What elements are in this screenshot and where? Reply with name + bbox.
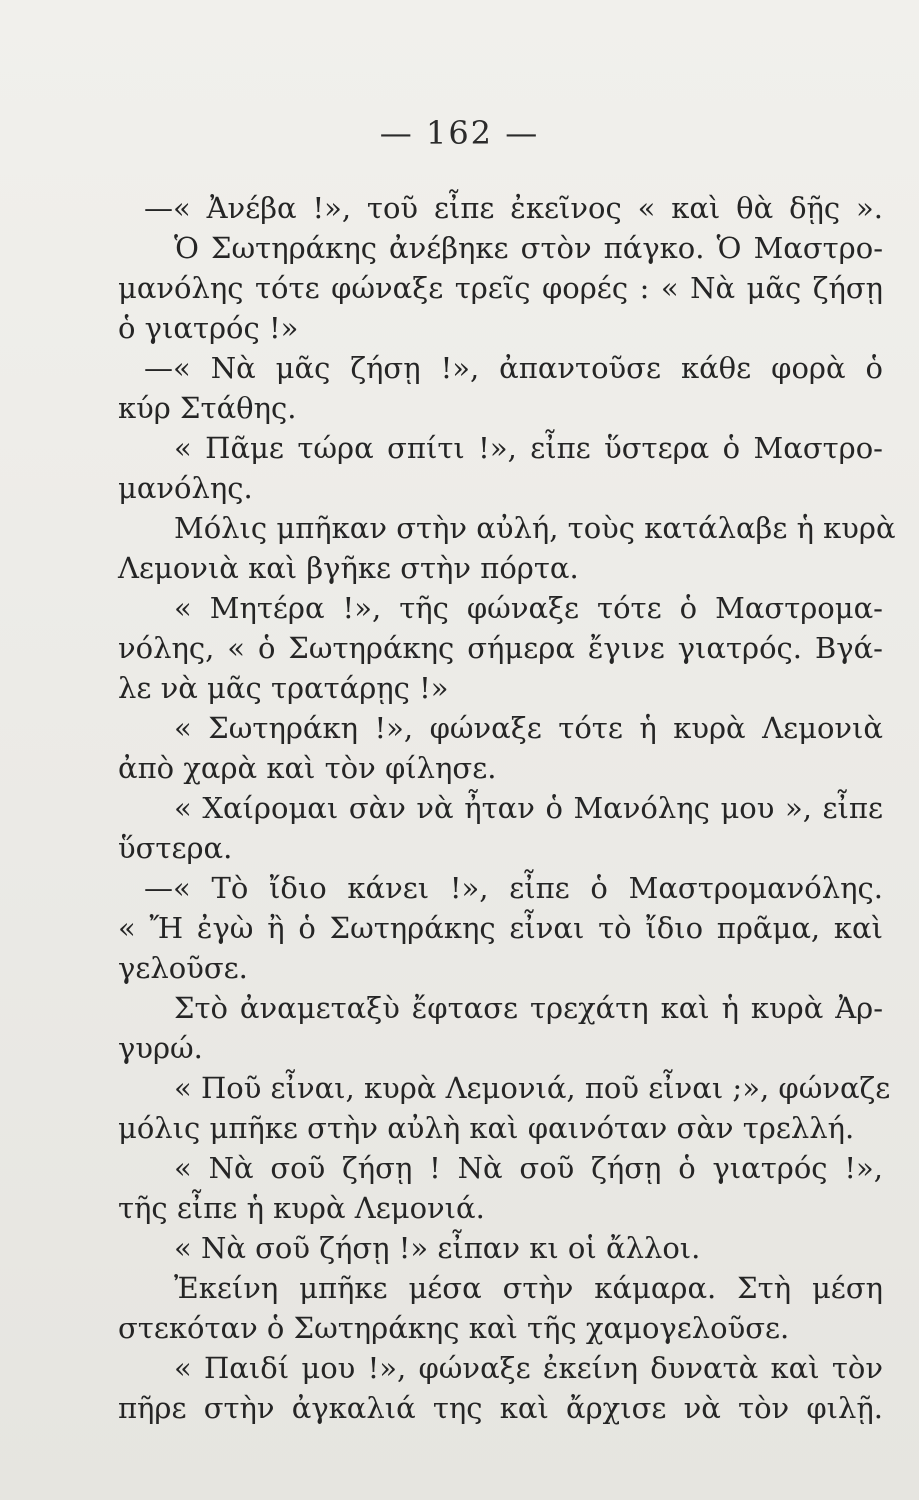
text-line: « Νὰ σοῦ ζήσῃ !» εἶπαν κι οἱ ἄλλοι. (174, 1231, 701, 1265)
text-line: τῆς εἶπε ἡ κυρὰ Λεμονιά. (118, 1191, 485, 1225)
text-line: Ὁ Σωτηράκης ἀνέβηκε στὸν πάγκο. Ὁ Μαστρο- (174, 231, 883, 265)
text-line: ὁ γιατρός !» (118, 311, 299, 345)
text-line: « Νὰ σοῦ ζήσῃ ! Νὰ σοῦ ζήσῃ ὁ γιατρός !», (174, 1151, 883, 1185)
text-line: μανόλης. (118, 471, 253, 505)
text-line: ὕστερα. (118, 831, 233, 865)
text-line: μανόλης τότε φώναξε τρεῖς φορές : « Νὰ μᾶς ζήσῃ (118, 271, 883, 305)
text-line: —« Ἀνέβα !», τοῦ εἶπε ἐκεῖνος « καὶ θὰ δῇς ». (144, 191, 883, 225)
text-line: « Χαίρομαι σὰν νὰ ἦταν ὁ Μανόλης μου », εἶπε (174, 791, 883, 825)
text-line: στεκόταν ὁ Σωτηράκης καὶ τῆς χαμογελοῦσε. (118, 1311, 790, 1345)
text-line: λε νὰ μᾶς τρατάρῃς !» (118, 671, 449, 705)
text-line: —« Τὸ ἴδιο κάνει !», εἶπε ὁ Μαστρομανόλης. (144, 871, 883, 905)
text-line: Μόλις μπῆκαν στὴν αὐλή, τοὺς κατάλαβε ἡ κυρὰ (174, 511, 896, 545)
text-line: πῆρε στὴν ἀγκαλιά της καὶ ἄρχισε νὰ τὸν φιλῇ. (118, 1391, 883, 1425)
text-line: « Μητέρα !», τῆς φώναξε τότε ὁ Μαστρομα- (174, 591, 883, 625)
text-line: μόλις μπῆκε στὴν αὐλὴ καὶ φαινόταν σὰν τρελλή. (118, 1111, 855, 1145)
page-number: — 162 — (379, 114, 540, 152)
text-line: γελοῦσε. (118, 951, 248, 985)
text-line: Στὸ ἀναμεταξὺ ἔφτασε τρεχάτη καὶ ἡ κυρὰ Ἀρ- (174, 991, 883, 1025)
text-line: ἀπὸ χαρὰ καὶ τὸν φίλησε. (118, 751, 497, 785)
text-line: κύρ Στάθης. (118, 391, 297, 425)
text-line: νόλης, « ὁ Σωτηράκης σήμερα ἔγινε γιατρός. Βγά- (118, 631, 883, 665)
text-line: « Πᾶμε τώρα σπίτι !», εἶπε ὕστερα ὁ Μαστρο- (174, 431, 883, 465)
text-line: « Ποῦ εἶναι, κυρὰ Λεμονιά, ποῦ εἶναι ;», φώναζε (174, 1071, 891, 1105)
text-line: —« Νὰ μᾶς ζήσῃ !», ἀπαντοῦσε κάθε φορὰ ὁ (144, 351, 883, 385)
text-line: « Σωτηράκη !», φώναξε τότε ἡ κυρὰ Λεμονιὰ (174, 711, 883, 745)
text-line: « Ἤ ἐγὼ ἢ ὁ Σωτηράκης εἶναι τὸ ἴδιο πρᾶμα, καὶ (118, 911, 883, 945)
text-line: Λεμονιὰ καὶ βγῆκε στὴν πόρτα. (118, 551, 579, 585)
text-line: Ἐκείνη μπῆκε μέσα στὴν κάμαρα. Στὴ μέση (174, 1271, 883, 1305)
text-line: « Παιδί μου !», φώναξε ἐκείνη δυνατὰ καὶ τὸν (174, 1351, 883, 1385)
text-line: γυρώ. (118, 1031, 203, 1065)
